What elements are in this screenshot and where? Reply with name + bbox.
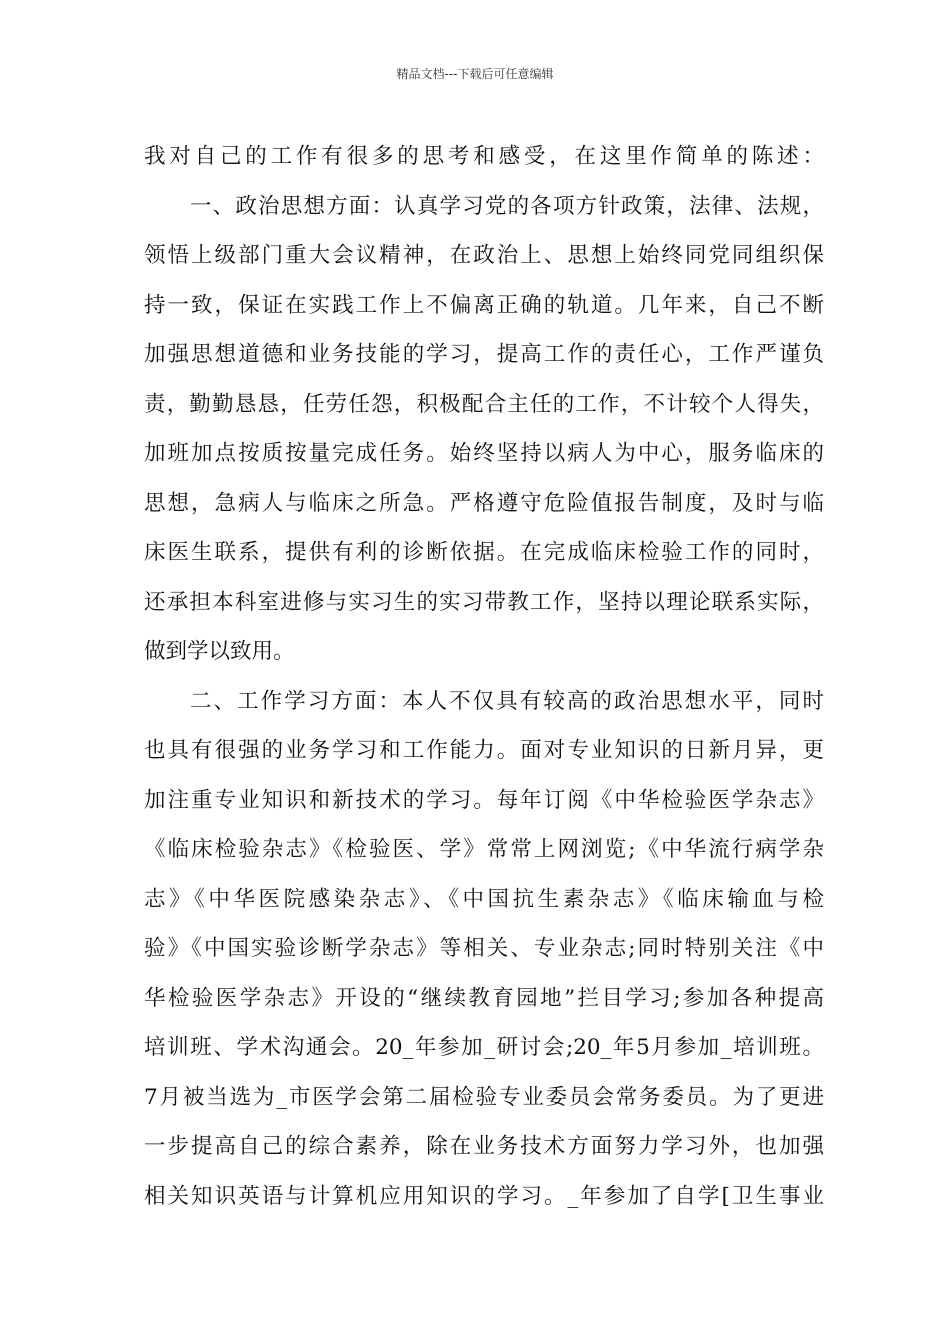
- text-line: 加班加点按质按量完成任务。始终坚持以病人为中心，服务临床的: [144, 441, 824, 466]
- text-line: 加注重专业知识和新技术的学习。每年订阅《中华检验医学杂志》: [144, 787, 824, 813]
- text-line: 思想，急病人与临床之所急。严格遵守危险值报告制度，及时与临: [144, 490, 824, 516]
- text-line: 做到学以致用。: [144, 639, 295, 664]
- text-line: 持一致，保证在实践工作上不偏离正确的轨道。几年来，自己不断: [144, 292, 824, 318]
- text-line: 我对自己的工作有很多的思考和感受，在这里作简单的陈述：: [144, 144, 824, 169]
- paragraph-heading-politics: 一、政治思想方面：认真学习党的各项方针政策，法律、法规，: [190, 193, 824, 219]
- paragraph-heading-study: 二、工作学习方面：本人不仅具有较高的政治思想水平，同时: [190, 688, 824, 714]
- text-line: 还承担本科室进修与实习生的实习带教工作，坚持以理论联系实际，: [144, 589, 824, 615]
- text-line: 培训班、学术沟通会。20_年参加_研讨会;20_年5月参加_培训班。: [144, 1035, 824, 1060]
- text-line: 责，勤勤恳恳，任劳任怨，积极配合主任的工作，不计较个人得失，: [144, 391, 824, 417]
- text-line: 也具有很强的业务学习和工作能力。面对专业知识的日新月异，更: [144, 738, 824, 763]
- text-line: 加强思想道德和业务技能的学习，提高工作的责任心，工作严谨负: [144, 342, 824, 367]
- document-body: [144, 132, 824, 1221]
- text-line: 华检验医学杂志》开设的“继续教育园地”拦目学习;参加各种提高: [144, 985, 824, 1011]
- page-header: 精品文档---下载后可任意编辑: [396, 67, 554, 81]
- text-line: 志》《中华医院感染杂志》、《中国抗生素杂志》《临床输血与检: [144, 886, 824, 912]
- text-line: 验》《中国实验诊断学杂志》等相关、专业杂志;同时特别关注《中: [144, 936, 824, 961]
- text-line: 领悟上级部门重大会议精神，在政治上、思想上始终同党同组织保: [144, 243, 824, 268]
- text-line: 床医生联系，提供有利的诊断依据。在完成临床检验工作的同时，: [144, 540, 824, 565]
- text-line: 一步提高自己的综合素养，除在业务技术方面努力学习外，也加强: [144, 1134, 824, 1159]
- text-line: 相关知识英语与计算机应用知识的学习。_年参加了自学[卫生事业: [144, 1183, 824, 1209]
- text-line: 《临床检验杂志》《检验医、学》常常上网浏览;《中华流行病学杂: [144, 837, 824, 862]
- text-line: 7月被当选为_市医学会第二届检验专业委员会常务委员。为了更进: [144, 1084, 824, 1110]
